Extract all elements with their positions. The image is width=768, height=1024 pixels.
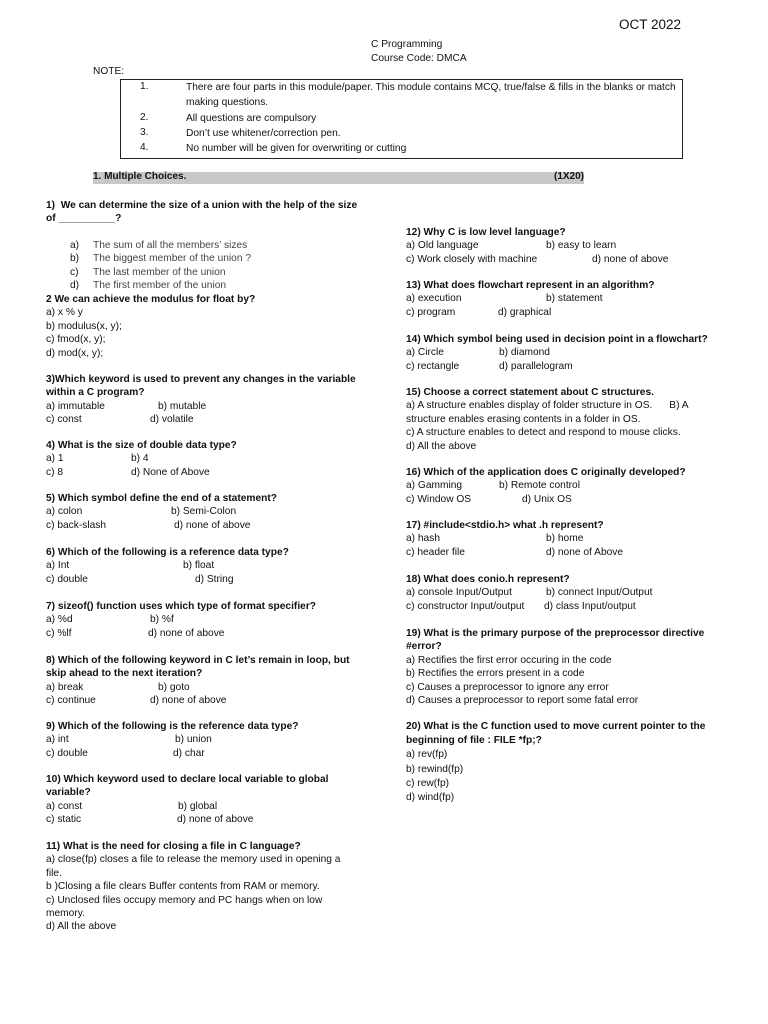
question-text: 1) We can determine the size of a union with the help of the size of __________? <box>46 200 360 225</box>
option[interactable]: b) goto <box>158 681 190 693</box>
question-text: 15) Choose a correct statement about C structures. <box>406 387 654 398</box>
question-text: 2 We can achieve the modulus for float by? <box>46 294 256 305</box>
option[interactable]: a) hash <box>406 533 440 545</box>
option[interactable]: b) easy to learn <box>546 240 617 252</box>
option[interactable]: d) none of above <box>148 627 225 639</box>
question-text: 16) Which of the application does C originally developed? <box>406 467 686 478</box>
option[interactable]: b) diamond <box>499 347 550 359</box>
option[interactable]: d) All the above <box>46 921 117 933</box>
option[interactable]: c) const <box>46 414 82 426</box>
option[interactable]: a) rev(fp) <box>406 749 448 761</box>
option-letter: d) <box>70 280 80 292</box>
option[interactable]: a) A structure enables display of folder structure in OS. B) A structure enables erasing contents in a folder in OS. <box>406 400 691 425</box>
option[interactable]: a) x % y <box>46 307 83 319</box>
option[interactable]: a) console Input/Output <box>406 587 512 599</box>
option[interactable]: d) Unix OS <box>522 493 572 505</box>
option[interactable]: a) int <box>46 734 69 746</box>
option[interactable]: a) Circle <box>406 347 444 359</box>
note-text: There are four parts in this module/paper. This module contains MCQ, true/false & fills in the blanks or match making questions. <box>186 82 676 108</box>
option[interactable]: b) %f <box>150 614 174 626</box>
question-text: 9) Which of the following is the reference data type? <box>46 721 299 732</box>
question-20 <box>406 720 716 805</box>
section-title: 1. Multiple Choices. <box>93 171 187 182</box>
option[interactable]: d) none of above <box>177 814 254 826</box>
note-number: 2. <box>140 112 149 123</box>
exam-date: OCT 2022 <box>619 17 682 32</box>
option[interactable]: d) char <box>173 747 205 759</box>
question-text: 11) What is the need for closing a file in C language? <box>46 841 301 852</box>
option[interactable]: b) connect Input/Output <box>546 587 653 599</box>
option-letter: a) <box>70 240 80 251</box>
question-7 <box>46 600 366 640</box>
option-text: The first member of the union <box>93 280 227 292</box>
question-2 <box>46 293 366 360</box>
option[interactable]: d) none of above <box>174 519 251 531</box>
option[interactable]: d) volatile <box>150 414 194 426</box>
question-14 <box>406 333 726 373</box>
option[interactable]: c) double <box>46 747 88 759</box>
option[interactable]: c) back-slash <box>46 519 107 531</box>
option[interactable]: b) home <box>546 533 584 545</box>
question-text: 13) What does flowchart represent in an algorithm? <box>406 280 655 291</box>
note-number: 4. <box>140 142 149 153</box>
option[interactable]: a) Rectifies the first error occuring in the code <box>406 654 612 666</box>
option[interactable]: c) 8 <box>46 466 63 478</box>
question-12 <box>406 226 726 266</box>
option[interactable]: d) class Input/output <box>544 600 636 612</box>
notes-box <box>120 79 683 159</box>
note-number: 3. <box>140 127 149 138</box>
question-9 <box>46 720 366 760</box>
question-text: 18) What does conio.h represent? <box>406 574 570 585</box>
option[interactable]: a) const <box>46 800 83 812</box>
note-text: All questions are compulsory <box>186 113 317 124</box>
option[interactable]: c) constructor Input/output <box>406 600 525 612</box>
course-code: Course Code: DMCA <box>371 53 467 64</box>
option-text: The sum of all the members’ sizes <box>93 240 248 251</box>
option[interactable]: c) program <box>406 306 456 318</box>
question-3 <box>46 373 366 427</box>
option[interactable]: c) static <box>46 814 82 826</box>
option[interactable]: c) double <box>46 573 88 585</box>
question-18 <box>406 573 726 613</box>
option[interactable]: b) mutable <box>158 400 207 412</box>
option[interactable]: a) %d <box>46 614 73 626</box>
question-text: 14) Which symbol being used in decision point in a flowchart? <box>406 334 708 345</box>
option[interactable]: c) rew(fp) <box>406 777 450 789</box>
option-letter: b) <box>70 253 80 265</box>
option[interactable]: c) %lf <box>46 627 72 639</box>
question-15 <box>406 386 711 453</box>
question-text: 8) Which of the following keyword in C let’s remain in loop, but skip ahead to the next iteration? <box>46 655 353 680</box>
question-text: 7) sizeof() function uses which type of format specifier? <box>46 601 317 612</box>
question-text: 6) Which of the following is a reference data type? <box>46 547 289 558</box>
option[interactable]: a) Gamming <box>406 480 463 492</box>
option-text: The biggest member of the union ? <box>93 253 252 265</box>
option[interactable]: d) String <box>195 573 234 585</box>
option[interactable]: b) statement <box>546 293 603 305</box>
option[interactable]: d) none of above <box>150 695 227 707</box>
option[interactable]: c) Window OS <box>406 493 472 505</box>
question-13 <box>406 279 726 319</box>
option[interactable]: c) Causes a preprocessor to ignore any error <box>406 681 609 693</box>
option[interactable]: d) parallelogram <box>499 360 573 372</box>
option[interactable]: b) modulus(x, y); <box>46 320 122 332</box>
question-1 <box>46 199 366 226</box>
option-letter: c) <box>70 266 79 278</box>
question-text: 19) What is the primary purpose of the preprocessor directive #error? <box>406 628 708 653</box>
question-text: 20) What is the C function used to move current pointer to the beginning of file : FILE *fp;? <box>406 721 709 747</box>
option[interactable]: b) float <box>183 560 215 572</box>
option[interactable]: b) union <box>175 734 212 746</box>
option[interactable]: c) Unclosed files occupy memory and PC hangs when on low memory. <box>46 894 326 920</box>
section-marks: (1X20) <box>553 171 584 182</box>
option[interactable]: c) fmod(x, y); <box>46 334 106 346</box>
note-number: 1. <box>140 81 149 92</box>
question-11 <box>46 840 356 934</box>
option[interactable]: d) mod(x, y); <box>46 347 104 359</box>
question-text: 3)Which keyword is used to prevent any changes in the variable within a C program? <box>46 374 359 399</box>
option[interactable]: d) All the above <box>406 440 477 452</box>
question-10 <box>46 773 366 827</box>
option[interactable]: b) 4 <box>131 453 149 465</box>
option[interactable]: b )Closing a file clears Buffer contents from RAM or memory. <box>46 881 320 893</box>
subject-title: C Programming <box>371 39 443 50</box>
option[interactable]: b) rewind(fp) <box>406 763 464 775</box>
option[interactable]: d) None of Above <box>131 466 210 478</box>
option[interactable]: a) immutable <box>46 400 105 412</box>
option-text: The last member of the union <box>93 266 226 278</box>
option[interactable]: b) Remote control <box>499 480 580 492</box>
option[interactable]: d) none of Above <box>546 546 624 558</box>
option[interactable]: a) execution <box>406 293 462 305</box>
section-header <box>93 172 584 184</box>
note-text: No number will be given for overwriting or cutting <box>186 143 407 154</box>
question-text: 5) Which symbol define the end of a statement? <box>46 493 277 504</box>
question-text: 10) Which keyword used to declare local variable to global variable? <box>46 774 332 799</box>
note-label: NOTE: <box>93 66 125 77</box>
option[interactable]: d) wind(fp) <box>406 792 455 804</box>
option[interactable]: d) graphical <box>498 306 552 318</box>
question-text: 4) What is the size of double data type? <box>46 440 237 451</box>
option[interactable]: a) colon <box>46 506 83 518</box>
option[interactable]: a) Int <box>46 560 70 572</box>
question-19 <box>406 627 716 707</box>
question-16 <box>406 466 726 506</box>
option[interactable]: c) A structure enables to detect and respond to mouse clicks. <box>406 427 681 439</box>
question-17 <box>406 519 726 559</box>
option[interactable]: b) Rectifies the errors present in a code <box>406 668 585 680</box>
option[interactable]: a) close(fp) closes a file to release the memory used in opening a file. <box>46 854 344 879</box>
question-6 <box>46 546 366 586</box>
question-text: 17) #include<stdio.h> what .h represent? <box>406 520 604 531</box>
option[interactable]: c) Work closely with machine <box>406 253 538 265</box>
option[interactable]: b) Semi-Colon <box>171 506 237 518</box>
question-text: 12) Why C is low level language? <box>406 227 566 238</box>
note-text: Don’t use whitener/correction pen. <box>186 128 341 139</box>
option[interactable]: c) rectangle <box>406 360 460 372</box>
option[interactable]: b) global <box>178 800 218 812</box>
option[interactable]: c) header file <box>406 546 465 558</box>
option[interactable]: c) continue <box>46 695 96 707</box>
option[interactable]: a) Old language <box>406 240 479 252</box>
option[interactable]: d) Causes a preprocessor to report some fatal error <box>406 695 639 707</box>
question-5 <box>46 492 366 532</box>
option[interactable]: a) break <box>46 681 84 693</box>
question-4 <box>46 439 366 479</box>
option[interactable]: a) 1 <box>46 453 64 465</box>
question-8 <box>46 654 366 708</box>
option[interactable]: d) none of above <box>592 253 669 265</box>
